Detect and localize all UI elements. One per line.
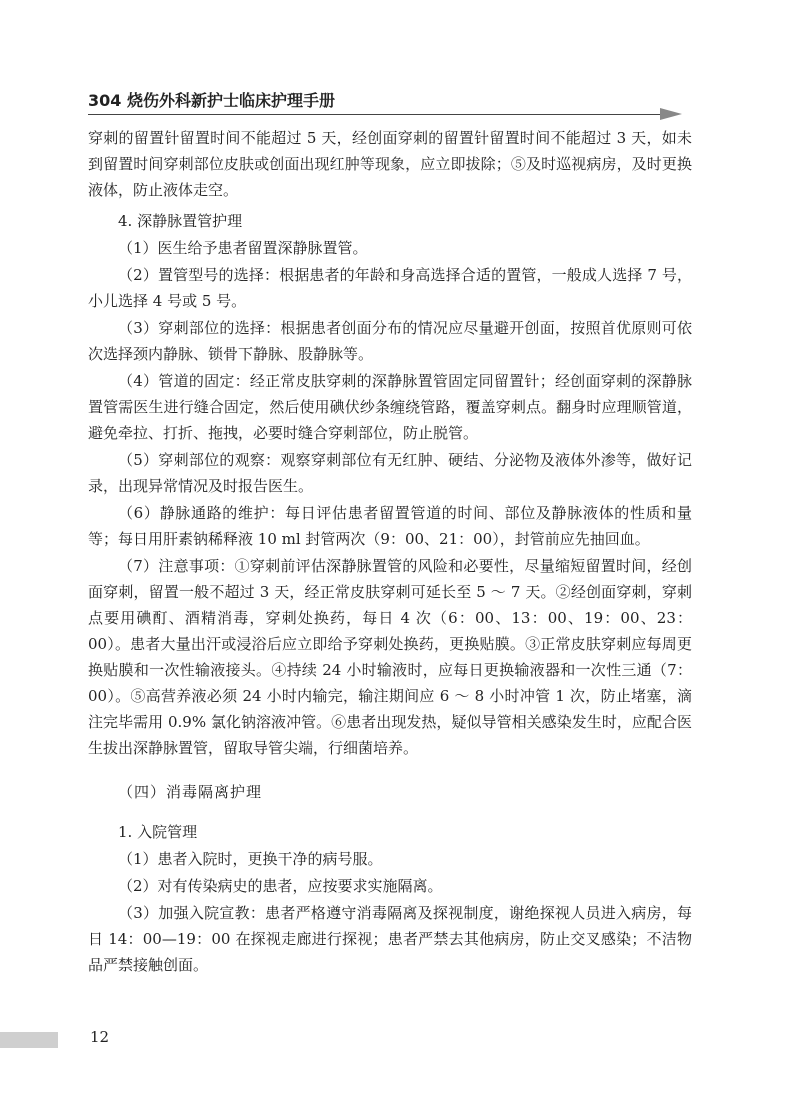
header-arrow-icon [660,108,682,120]
list-item: （1）医生给予患者留置深静脉置管。 [118,239,368,257]
list-item: （3）加强入院宣教：患者严格遵守消毒隔离及探视制度，谢绝探视人员进入病房，每日 14：00—19：00 在探视走廊进行探视；患者严禁去其他病房，防止交叉感染；不洁物品严禁接触创面。 [88,904,692,974]
list-item: （7）注意事项：①穿刺前评估深静脉置管的风险和必要性，尽量缩短留置时间，经创面穿刺，留置一般不超过 3 天，经正常皮肤穿刺可延长至 5 ～ 7 天。②经创面穿刺，穿刺点要用碘酊、酒精消毒，穿刺处换药，每日 4 次（6：00、13：00、19：00、23：00）。患者大量出汗或浸浴后应立即给予穿刺处换药，更换贴膜。③正常皮肤穿刺应每周更换贴膜和一次性输液接头。④持续 24 小时输液时，应每日更换输液器和一次性三通（7：00）。⑤高营养液必须 24 小时内输完，输注期间应 6 ～ 8 小时冲管 1 次，防止堵塞，滴注完毕需用 0.9% 氯化钠溶液冲管。⑥患者出现发热，疑似导管相关感染发生时，应配合医生拔出深静脉置管，留取导管尖端，行细菌培养。 [88,557,692,757]
header-title: 304 烧伤外科新护士临床护理手册 [88,91,335,110]
footer-bar [0,1032,58,1048]
list-item: （1）患者入院时，更换干净的病号服。 [118,850,383,868]
subsection-title-admission: 1. 入院管理 [118,823,198,841]
list-item: （2）对有传染病史的患者，应按要求实施隔离。 [118,877,443,895]
list-item: （6）静脉通路的维护：每日评估患者留置管道的时间、部位及静脉液体的性质和量等；每日用肝素钠稀释液 10 ml 封管两次（9：00、21：00），封管前应先抽回血。 [88,504,692,548]
list-item: （3）穿刺部位的选择：根据患者创面分布的情况应尽量避开创面，按照首优原则可依次选择颈内静脉、锁骨下静脉、股静脉等。 [88,319,692,363]
list-item: （4）管道的固定：经正常皮肤穿刺的深静脉置管固定同留置针；经创面穿刺的深静脉置管需医生进行缝合固定，然后使用碘伏纱条缠绕管路，覆盖穿刺点。翻身时应理顺管道，避免牵拉、打折、拖拽，必要时缝合穿刺部位，防止脱管。 [88,372,692,442]
header-rule [88,114,660,115]
section-heading-disinfection: （四）消毒隔离护理 [118,783,263,801]
list-item: （5）穿刺部位的观察：观察穿刺部位有无红肿、硬结、分泌物及液体外渗等，做好记录，出现异常情况及时报告医生。 [88,451,692,495]
continued-paragraph: 穿刺的留置针留置时间不能超过 5 天，经创面穿刺的留置针留置时间不能超过 3 天，如未到留置时间穿刺部位皮肤或创面出现红肿等现象，应立即拔除；⑤及时巡视病房，及时更换液体，防止液体走空。 [88,129,692,199]
list-item: （2）置管型号的选择：根据患者的年龄和身高选择合适的置管，一般成人选择 7 号，小儿选择 4 号或 5 号。 [88,266,692,310]
page-number: 12 [90,1028,110,1046]
subsection-title-deep-vein: 4. 深静脉置管护理 [118,212,243,230]
page-body [88,125,692,979]
